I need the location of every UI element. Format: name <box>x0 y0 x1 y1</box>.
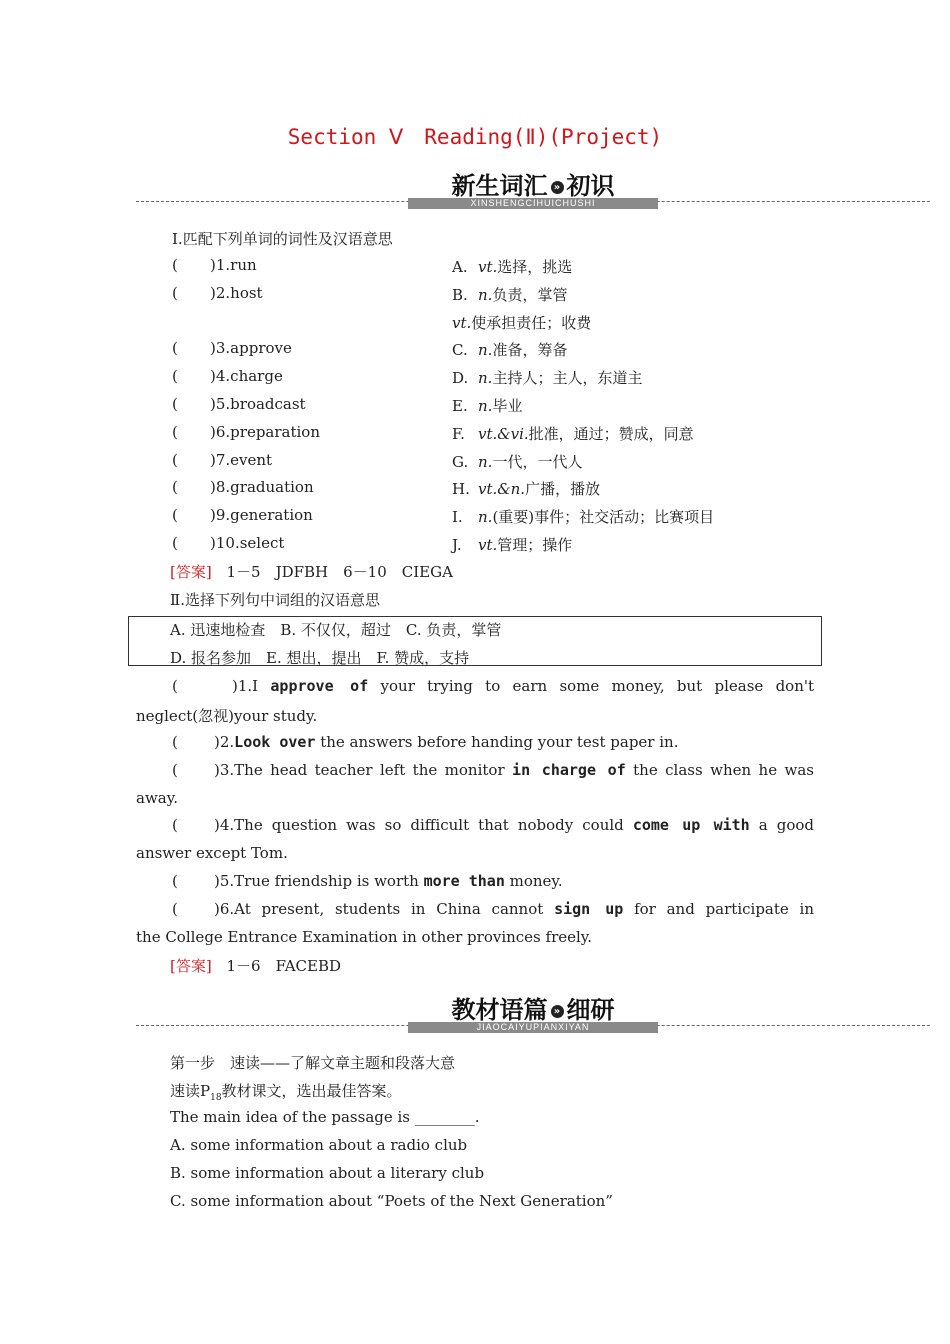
answer-line-1 <box>170 561 453 582</box>
box-line-1: A. 迅速地检查 B. 不仅仅，超过 C. 负责，掌管 <box>170 621 502 639</box>
option-item: J. vt.管理；操作 <box>452 536 573 554</box>
q4-line2: answer except Tom. <box>136 844 288 862</box>
question: The main idea of the passage is ________. <box>170 1108 480 1126</box>
part1-heading: Ⅰ.匹配下列单词的词性及汉语意思 <box>172 230 393 248</box>
word-item: )9.generation <box>210 506 313 525</box>
option-item: E. n.毕业 <box>452 397 523 415</box>
banner-heading <box>136 990 930 1025</box>
word-item: )10.select <box>210 534 285 552</box>
option-item: F. vt.&vi.批准，通过；赞成，同意 <box>452 424 694 443</box>
answer-text: 1－6 FACEBD <box>226 957 341 975</box>
option-item: D. n.主持人；主人，东道主 <box>452 369 643 388</box>
word-paren: ( <box>172 283 178 302</box>
option-item: H. vt.&n.广播，播放 <box>452 480 601 499</box>
banner-part2: 细研 <box>566 996 615 1024</box>
answer-tag: [答案] <box>170 563 212 581</box>
q3-paren: ( <box>172 761 178 779</box>
vocab-banner <box>136 166 930 210</box>
word-item: )6.preparation <box>210 422 320 441</box>
choice-b: B. some information about a literary club <box>170 1164 485 1182</box>
option-item: I. n.(重要)事件；社交活动；比赛项目 <box>452 508 715 527</box>
word-item: )8.graduation <box>210 478 314 497</box>
option-item: G. n.一代，一代人 <box>452 452 583 471</box>
word-paren: ( <box>172 534 178 552</box>
q1-line1: )1.I approve of your trying to earn some money, but please don't <box>232 677 815 695</box>
word-paren: ( <box>172 367 178 386</box>
part2-heading: Ⅱ.选择下列句中词组的汉语意思 <box>170 591 380 609</box>
q3-line2: away. <box>136 789 178 807</box>
banner-pinyin: XINSHENGCIHUICHUSHI <box>408 198 658 209</box>
option-item: A. vt.选择，挑选 <box>452 258 573 276</box>
option-item: B. n.负责，掌管 <box>452 285 568 304</box>
word-paren: ( <box>172 395 178 413</box>
banner-part1: 新生词汇 <box>451 172 548 200</box>
word-paren: ( <box>172 256 178 274</box>
q2-paren: ( <box>172 733 178 751</box>
banner-heading <box>136 166 930 201</box>
answer-text: 1－5 JDFBH 6－10 CIEGA <box>226 563 453 581</box>
word-item: )1.run <box>210 256 257 274</box>
q3-line1: )3.The head teacher left the monitor in charge of the class when he was <box>214 761 815 779</box>
option-item: vt.使承担责任；收费 <box>452 313 592 332</box>
instruction: 速读$P_{18}$教材课文，选出最佳答案。 <box>170 1082 402 1103</box>
q6-paren: ( <box>172 900 178 918</box>
q1-paren: ( <box>172 677 178 695</box>
phrase-box <box>128 616 822 666</box>
word-paren: ( <box>172 422 178 441</box>
step-heading: 第一步 速读——了解文章主题和段落大意 <box>170 1054 456 1072</box>
banner-part2: 初识 <box>566 172 615 200</box>
word-item: )3.approve <box>210 339 292 358</box>
answer-line-2 <box>170 955 341 976</box>
passage-banner <box>136 990 930 1034</box>
q5-paren: ( <box>172 872 178 890</box>
arrow-icon: » <box>551 1005 564 1018</box>
q4-paren: ( <box>172 816 178 834</box>
section-title: Section Ⅴ Reading(Ⅱ)(Project) <box>287 125 663 149</box>
word-item: )5.broadcast <box>210 395 306 413</box>
word-item: )2.host <box>210 283 263 302</box>
arrow-icon: » <box>551 181 564 194</box>
word-paren: ( <box>172 506 178 525</box>
banner-part1: 教材语篇 <box>451 996 548 1024</box>
q1-line2: neglect(忽视)your study. <box>136 707 318 725</box>
q5-line1: )5.True friendship is worth more than money. <box>214 872 563 890</box>
choice-a: A. some information about a radio club <box>170 1136 468 1154</box>
answer-tag: [答案] <box>170 957 212 975</box>
q2-line1: )2.Look over the answers before handing your test paper in. <box>214 733 679 751</box>
word-paren: ( <box>172 339 178 358</box>
option-item: C. n.准备，筹备 <box>452 341 568 360</box>
box-line-2: D. 报名参加 E. 想出，提出 F. 赞成，支持 <box>170 649 470 667</box>
word-paren: ( <box>172 450 178 469</box>
q4-line1: )4.The question was so difficult that nobody could come up with a good <box>214 816 814 834</box>
choice-c: C. some information about “Poets of the Next Generation” <box>170 1192 613 1210</box>
q6-line2: the College Entrance Examination in other provinces freely. <box>136 928 593 946</box>
word-paren: ( <box>172 478 178 497</box>
banner-pinyin: JIAOCAIYUPIANXIYAN <box>408 1022 658 1033</box>
word-item: )4.charge <box>210 367 283 386</box>
word-item: )7.event <box>210 450 273 469</box>
q6-line1: )6.At present, students in China cannot sign up for and participate in <box>214 900 814 918</box>
